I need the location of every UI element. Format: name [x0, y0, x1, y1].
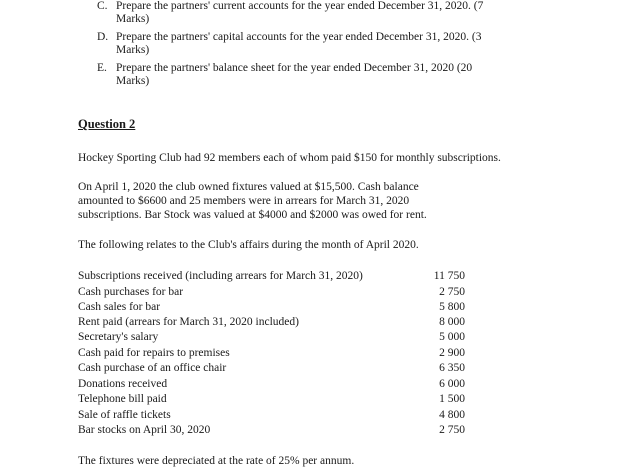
transaction-amount: 11 750	[433, 270, 465, 282]
list-marks: Marks)	[116, 74, 150, 87]
transaction-row	[78, 315, 465, 330]
following-paragraph: The following relates to the Club's affairs during the month of April 2020.	[78, 239, 419, 251]
transaction-amount: 1 500	[439, 393, 465, 405]
list-letter: E.	[97, 62, 107, 74]
transaction-amount: 8 000	[439, 316, 465, 328]
list-text: Prepare the partners' balance sheet for the year ended December 31, 2020 (20	[116, 62, 473, 74]
transaction-desc: Cash sales for bar	[78, 301, 161, 313]
transaction-row	[78, 392, 465, 407]
transaction-row	[78, 300, 465, 315]
question-title: Question 2	[78, 117, 136, 131]
transaction-desc: Subscriptions received (including arrears for March 31, 2020)	[78, 270, 363, 282]
transaction-row	[78, 423, 465, 438]
transaction-amount: 4 800	[439, 409, 465, 421]
transaction-desc: Secretary's salary	[78, 331, 159, 343]
transaction-amount: 5 800	[439, 301, 465, 313]
transaction-amount: 5 000	[439, 331, 465, 343]
transaction-desc: Bar stocks on April 30, 2020	[78, 424, 211, 436]
transaction-row	[78, 330, 465, 345]
transaction-amount: 6 350	[439, 362, 465, 374]
transaction-amount: 6 000	[439, 378, 465, 390]
transaction-desc: Rent paid (arrears for March 31, 2020 included)	[78, 316, 299, 328]
list-marks: Marks)	[116, 43, 150, 56]
april-paragraph-line-3: subscriptions. Bar Stock was valued at $4000 and $2000 was owed for rent.	[78, 209, 427, 221]
transaction-row	[78, 269, 465, 284]
list-letter: C.	[97, 0, 108, 12]
intro-paragraph: Hockey Sporting Club had 92 members each of whom paid $150 for monthly subscriptions.	[78, 152, 501, 164]
transaction-desc: Cash purchase of an office chair	[78, 362, 227, 374]
depreciation-note: The fixtures were depreciated at the rate of 25% per annum.	[78, 455, 355, 467]
transaction-row	[78, 377, 465, 392]
april-paragraph-line-2: amounted to $6600 and 25 members were in arrears for March 31, 2020	[78, 195, 410, 207]
transaction-desc: Cash paid for repairs to premises	[78, 347, 230, 359]
transaction-amount: 2 750	[439, 424, 465, 436]
transaction-row	[78, 408, 465, 423]
transaction-desc: Donations received	[78, 378, 168, 390]
transaction-desc: Cash purchases for bar	[78, 286, 184, 298]
list-marks: Marks)	[116, 12, 150, 25]
list-text: Prepare the partners' current accounts for the year ended December 31, 2020. (7	[116, 0, 484, 12]
list-letter: D.	[97, 31, 109, 43]
transaction-amount: 2 900	[439, 347, 465, 359]
april-paragraph-line-1: On April 1, 2020 the club owned fixtures valued at $15,500. Cash balance	[78, 181, 419, 193]
list-text: Prepare the partners' capital accounts for the year ended December 31, 2020. (3	[116, 31, 482, 43]
transaction-amount: 2 750	[439, 286, 465, 298]
transaction-desc: Sale of raffle tickets	[78, 409, 171, 421]
transaction-row	[78, 285, 465, 300]
transaction-desc: Telephone bill paid	[78, 393, 167, 405]
transaction-row	[78, 361, 465, 376]
transaction-row	[78, 346, 465, 361]
